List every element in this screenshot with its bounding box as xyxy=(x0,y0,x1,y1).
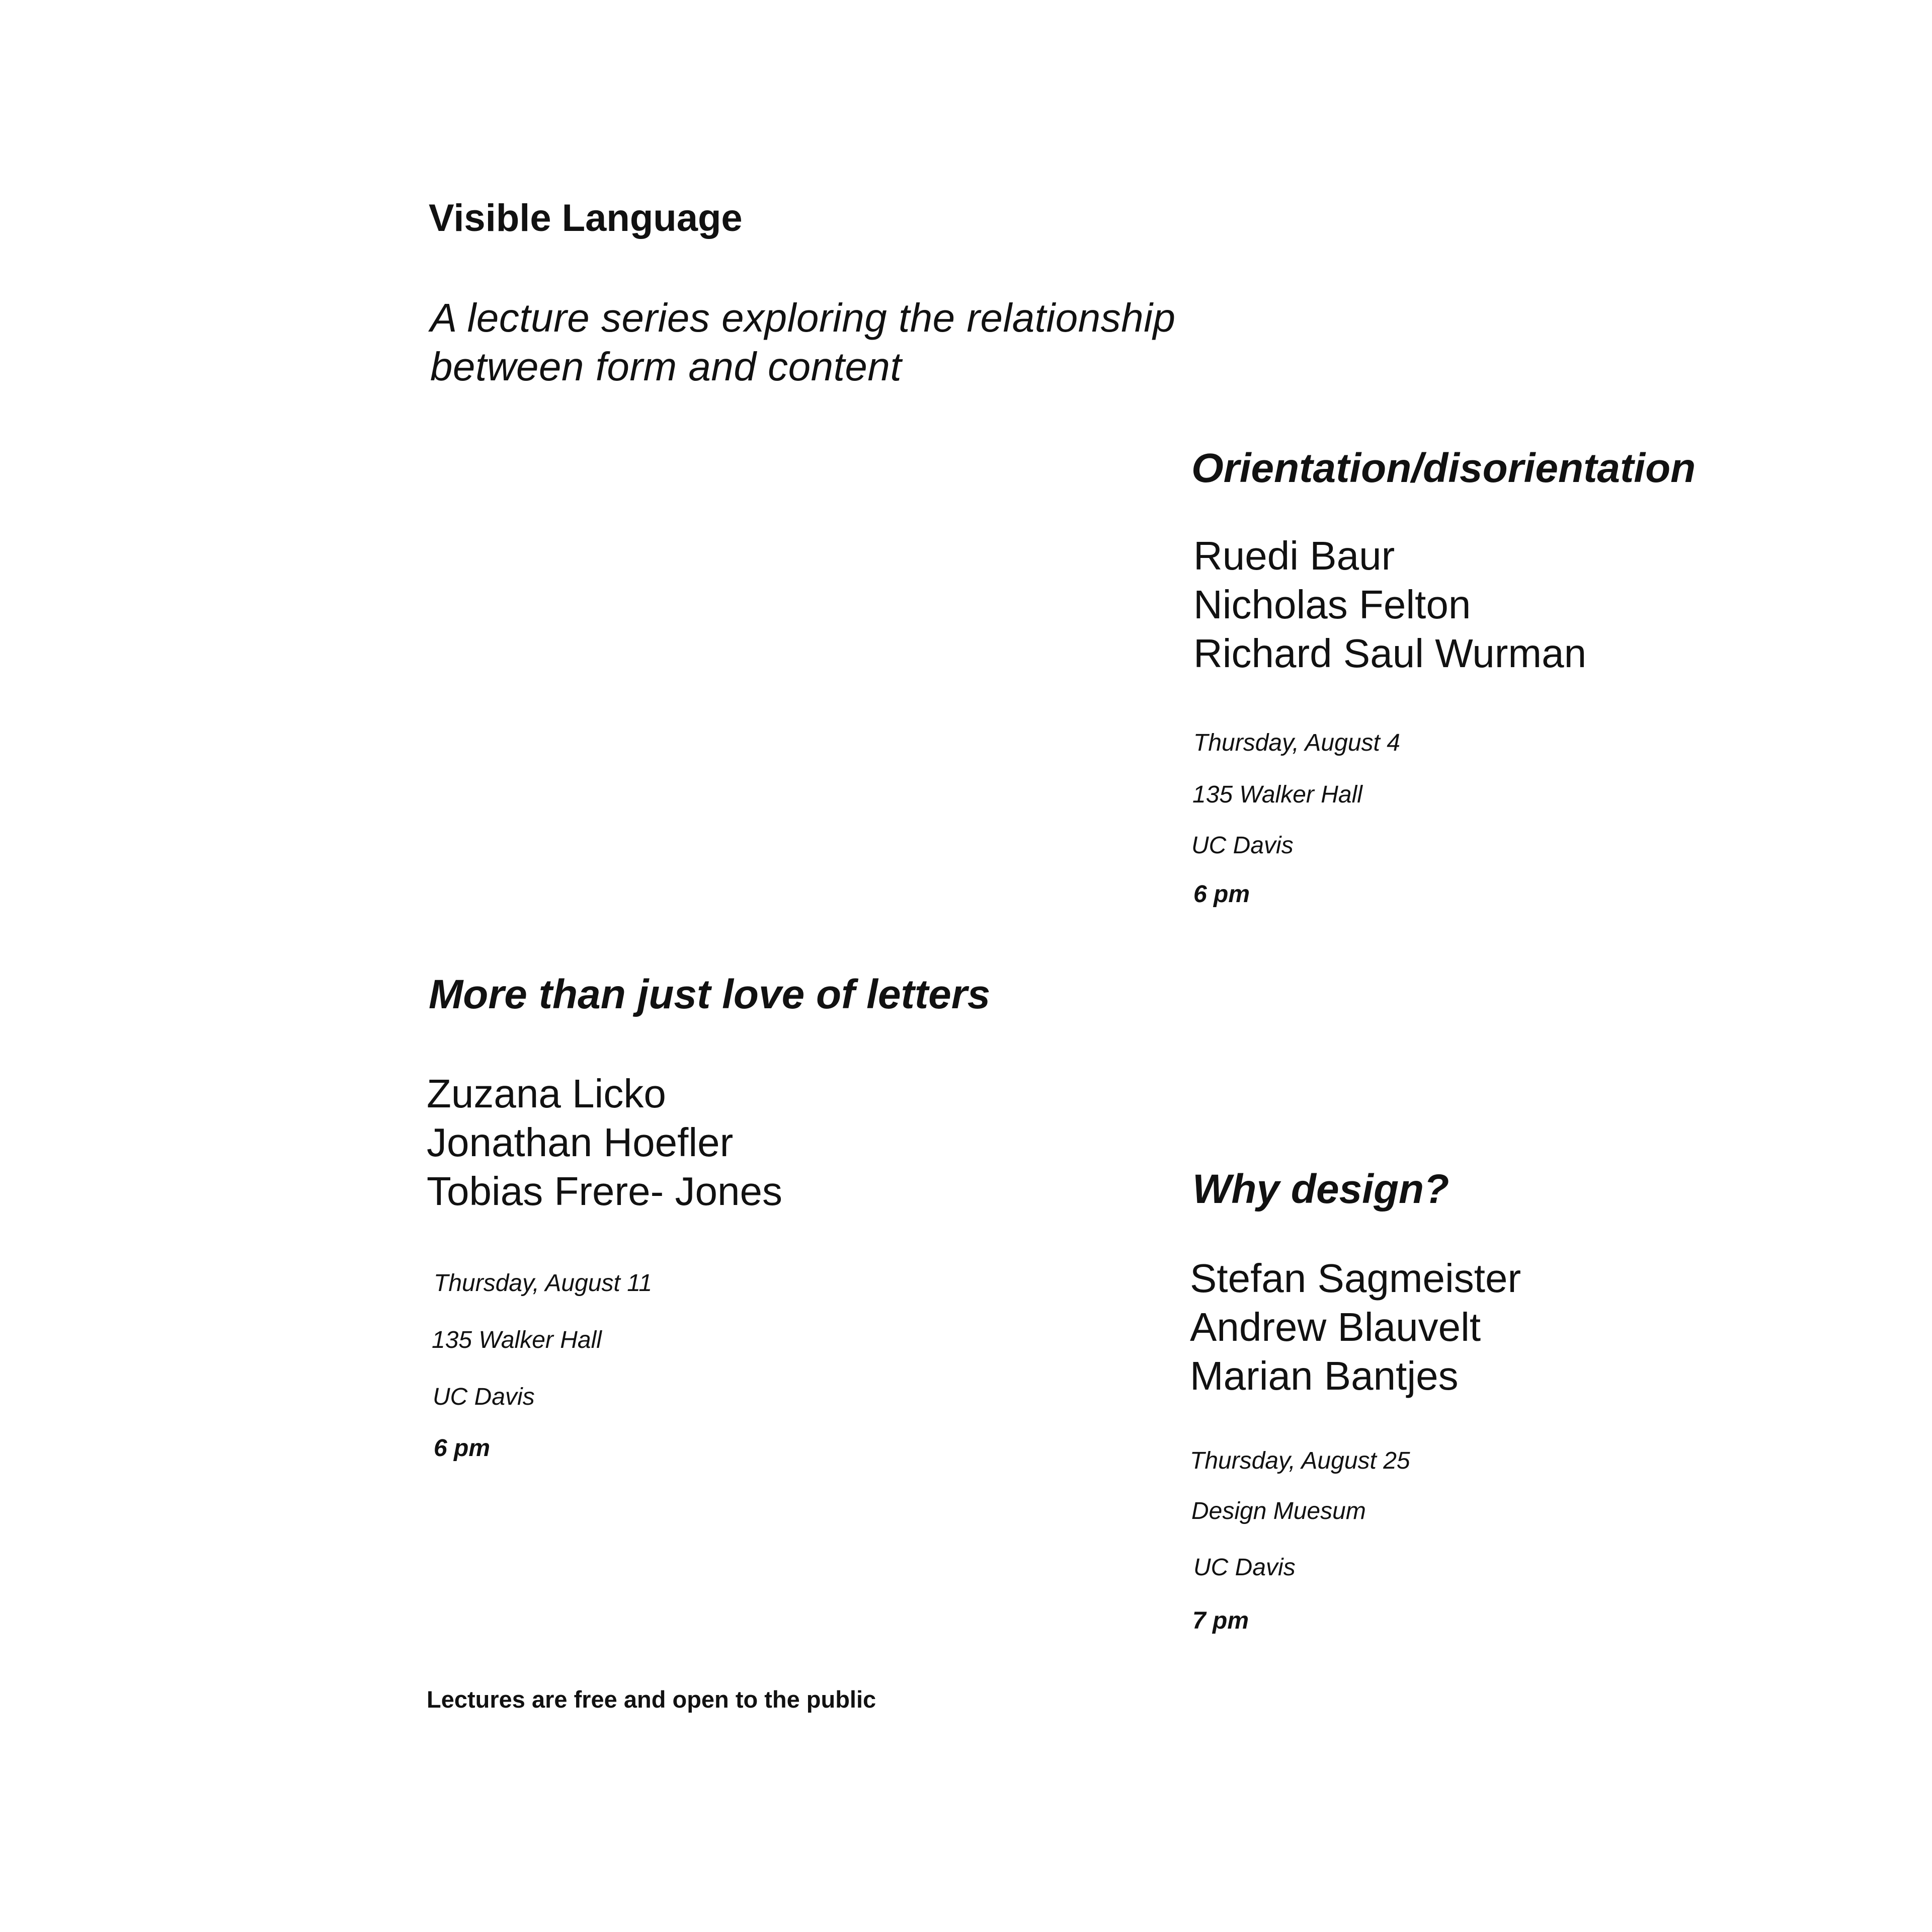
speaker-name: Zuzana Licko xyxy=(427,1071,666,1116)
lecture-title: Orientation/disorientation xyxy=(1191,445,1696,491)
lecture-date: Thursday, August 25 xyxy=(1190,1447,1410,1474)
speaker-list xyxy=(427,1069,782,1216)
lecture-title: Why design? xyxy=(1192,1166,1450,1212)
lecture-time: 6 pm xyxy=(1193,881,1250,908)
speaker-list xyxy=(1193,531,1586,678)
lecture-campus: UC Davis xyxy=(433,1384,535,1410)
lecture-venue: 135 Walker Hall xyxy=(432,1327,602,1353)
speaker-name: Stefan Sagmeister xyxy=(1190,1256,1521,1301)
subtitle-line: A lecture series exploring the relationship xyxy=(430,295,1176,340)
lecture-date: Thursday, August 11 xyxy=(434,1270,653,1297)
speaker-name: Nicholas Felton xyxy=(1193,582,1471,627)
speaker-name: Andrew Blauvelt xyxy=(1190,1305,1481,1349)
footer-note: Lectures are free and open to the public xyxy=(427,1686,876,1713)
poster-subtitle xyxy=(430,293,1176,391)
lecture-venue: 135 Walker Hall xyxy=(1192,781,1362,808)
speaker-name: Jonathan Hoefler xyxy=(427,1120,734,1165)
poster-title: Visible Language xyxy=(429,197,743,239)
lecture-time: 6 pm xyxy=(434,1435,491,1462)
speaker-name: Richard Saul Wurman xyxy=(1193,631,1587,676)
lecture-date: Thursday, August 4 xyxy=(1193,730,1400,756)
speaker-name: Ruedi Baur xyxy=(1193,533,1395,578)
lecture-venue: Design Muesum xyxy=(1191,1498,1366,1524)
lecture-campus: UC Davis xyxy=(1191,832,1294,859)
lecture-time: 7 pm xyxy=(1192,1607,1249,1634)
speaker-name: Marian Bantjes xyxy=(1190,1353,1459,1398)
speaker-list xyxy=(1190,1254,1521,1400)
lecture-campus: UC Davis xyxy=(1193,1554,1296,1581)
lecture-title: More than just love of letters xyxy=(429,972,991,1017)
subtitle-line: between form and content xyxy=(430,344,902,389)
speaker-name: Tobias Frere- Jones xyxy=(427,1169,782,1214)
